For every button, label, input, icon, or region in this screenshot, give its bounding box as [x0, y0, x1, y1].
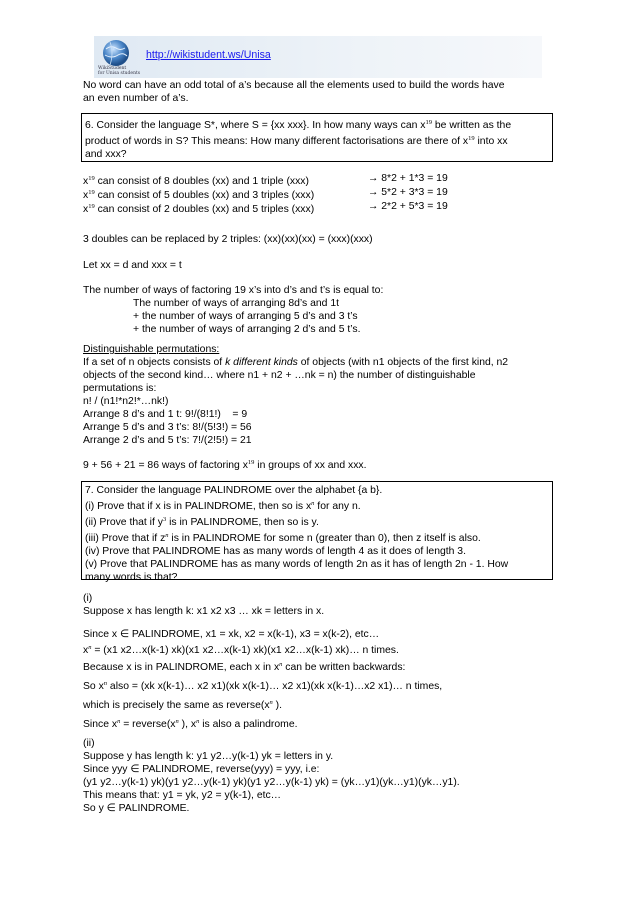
- cases-list: [83, 172, 553, 214]
- part-ii-section: (ii) Suppose y has length k: y1 y2…y(k-1) yk = letters in y. Since yyy ∈ PALINDROME, reverse(yyy) = yyy, i.e: (y1 y2…y(k-1) yk)(y1 y2…y(k-1) yk)(y1 y2…y(k-1) yk) = (yk…y1)(yk…y1)(yk…y1). This means that: y1 = yk, y2 = y(k-1), etc… So y ∈ PALINDROME.: [83, 738, 460, 814]
- sum-line: 9 + 56 + 21 = 86 ways of factoring $x^{19}$ in groups of xx and xxx.: [83, 459, 367, 471]
- permutations-section: Distinguishable permutations: If a set of n objects consists of k different kinds of objects (with n1 objects of the first kind, n2 objects of the second kind… where n1 + n2 + …nk = n) the number of distinguishable permutations is: n! / (n1!*n2!*…nk!) Arrange 8 d’s and 1 t: 9!/(8!1!) = 9 Arrange 5 d’s and 3 t’s: 8!/(5!3!) = 56 Arrange 2 d’s and 5 t’s: 7!/(2!5!) = 21: [83, 343, 553, 447]
- ways-paragraph: The number of ways of factoring 19 x’s into d’s and t’s is equal to: The number of ways of arranging 8d’s and 1t + the number of ways of arranging 5 d’s and 3 t’s + the number of ways of arranging 2 d’s and 5 t’s.: [83, 285, 384, 335]
- logo-text: WikiStudent for Unisa students: [98, 66, 141, 76]
- permutations-heading: Distinguishable permutations:: [83, 344, 220, 355]
- wikistudent-link[interactable]: http://wikistudent.ws/Unisa: [146, 49, 271, 61]
- page-header: [94, 36, 542, 78]
- let-text: Let xx = d and xxx = t: [83, 260, 182, 271]
- question-6-box: 6. Consider the language S*, where S = {xx xxx}. In how many ways can $x^{19}$ be written as the product of words in S? This means: How many different factorisations are there of $x^{19}$ into xx and xxx?: [81, 113, 553, 162]
- case-row: $x^{19}$ can consist of 8 doubles (xx) and 1 triple (xxx) → 8*2 + 1*3 = 19: [83, 173, 448, 187]
- replace-text: 3 doubles can be replaced by 2 triples: (xx)(xx)(xx) = (xxx)(xxx): [83, 234, 373, 245]
- case-row: $x^{19}$ can consist of 2 doubles (xx) and 5 triples (xxx) → 2*2 + 5*3 = 19: [83, 201, 448, 215]
- question-7-box: 7. Consider the language PALINDROME over the alphabet {a b}. (i) Prove that if x is in PALINDROME, then so is $x^n$ for any n. (ii) Prove that if $y^3$ is in PALINDROME, then so is y. (iii) Prove that if $z^n$ is in PALINDROME for some n (greater than 0), then z itself is also. (iv) Prove that PALINDROME has as many words of length 4 as it does of length 3. (v) Prove that PALINDROME has as many words of length 2n as it has of length 2n - 1. How many words is that?: [81, 481, 553, 580]
- case-row: $x^{19}$ can consist of 5 doubles (xx) and 3 triples (xxx) → 5*2 + 3*3 = 19: [83, 187, 448, 201]
- intro-paragraph: No word can have an odd total of a’s because all the elements used to build the words have an even number of a’s.: [83, 80, 505, 104]
- part-i-section: (i) Suppose x has length k: x1 x2 x3 … xk = letters in x. Since x ∈ PALINDROME, x1 = xk, x2 = x(k-1), x3 = x(k-2), etc… $x^n = (x1$ x2…x(k-1) xk)(x1 x2…x(k-1) xk)(x1 x2…x(k-1) xk)… n times. Because x is in PALINDROME, each x in $x^n$ can be written backwards: So $x^n$ also = (xk x(k-1)… x2 x1)(xk x(k-1)… x2 x1)(xk x(k-1)…x2 x1)… n times, which is precisely the same as $reverse(x^n$ ). Since $x^n$ = $reverse(x^n$ ), $x^n$ is also a palindrome.: [83, 593, 443, 730]
